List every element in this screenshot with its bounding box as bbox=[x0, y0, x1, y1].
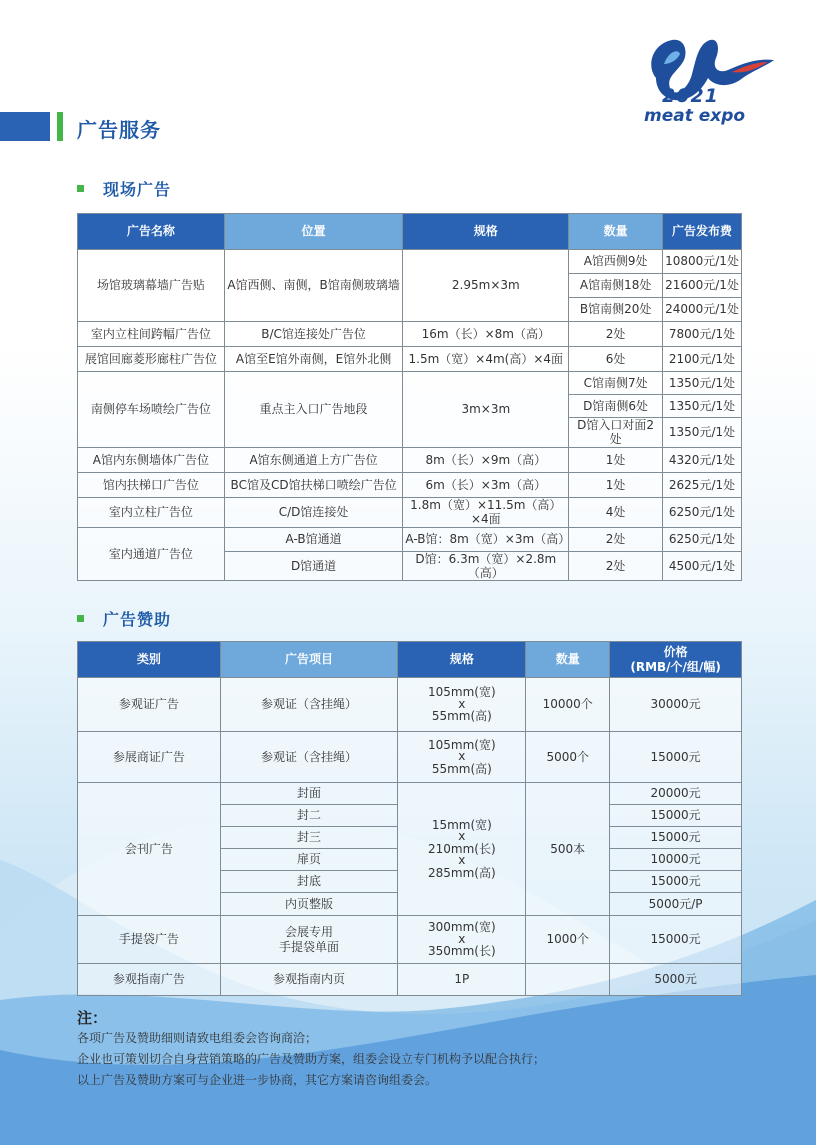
item-line: 手提袋单面 bbox=[279, 939, 340, 954]
table-cell: 1350元/1处 bbox=[663, 418, 742, 448]
spec-line: x bbox=[458, 749, 466, 764]
table-cell: A-B馆通道 bbox=[224, 527, 403, 551]
table-cell: A馆西侧9处 bbox=[569, 250, 663, 274]
table-cell: 8m（长）×9m（高） bbox=[403, 447, 569, 472]
table-cell: 15000元 bbox=[610, 805, 742, 827]
table-header-row bbox=[78, 642, 742, 678]
spec-line: x bbox=[458, 853, 466, 868]
table-cell: 1处 bbox=[569, 447, 663, 472]
table-cell: D馆通道 bbox=[224, 551, 403, 581]
table-cell: 30000元 bbox=[610, 678, 742, 732]
table-cell: 15000元 bbox=[610, 916, 742, 964]
table-row bbox=[78, 497, 742, 527]
table-cell: 7800元/1处 bbox=[663, 322, 742, 347]
logo-year: 2021 bbox=[662, 85, 719, 107]
table-cell: A馆东侧通道上方广告位 bbox=[224, 447, 403, 472]
table-row bbox=[78, 783, 742, 805]
table-cell: 参观指南内页 bbox=[220, 964, 398, 996]
table-cell: 4500元/1处 bbox=[663, 551, 742, 581]
table-cell: 5000个 bbox=[526, 732, 610, 783]
table-cell: 6m（长）×3m（高） bbox=[403, 472, 569, 497]
note-line: 各项广告及赞助细则请致电组委会咨询商洽； bbox=[77, 1031, 318, 1045]
sponsorship-table bbox=[77, 641, 742, 996]
table-cell: 室内通道广告位 bbox=[78, 527, 225, 581]
table-cell: 4处 bbox=[569, 497, 663, 527]
price-unit-header: (RMB/个/组/幅) bbox=[630, 659, 721, 674]
table-cell: 参展商证广告 bbox=[78, 732, 221, 783]
table-cell: 参观指南广告 bbox=[78, 964, 221, 996]
table-cell: 15000元 bbox=[610, 871, 742, 893]
page-title: 广告服务 bbox=[77, 118, 161, 142]
table-cell: A-B馆：8m（宽）×3m（高） bbox=[403, 527, 569, 551]
table-cell: 16m（长）×8m（高） bbox=[403, 322, 569, 347]
table-row bbox=[78, 678, 742, 732]
table-cell: 1350元/1处 bbox=[663, 395, 742, 418]
header-green-bar bbox=[57, 112, 63, 141]
table-cell: 10800元/1处 bbox=[663, 250, 742, 274]
spec-line: x bbox=[458, 696, 466, 711]
table-cell: 1P bbox=[398, 964, 526, 996]
column-header: 类别 bbox=[78, 642, 221, 678]
table-cell: 内页整版 bbox=[220, 893, 398, 916]
table-cell: 3m×3m bbox=[403, 372, 569, 448]
table-cell: 5000元 bbox=[610, 964, 742, 996]
table-cell: 6250元/1处 bbox=[663, 527, 742, 551]
table-cell bbox=[398, 678, 526, 732]
spec-line: 55mm(高) bbox=[431, 709, 492, 724]
table-cell: 1处 bbox=[569, 472, 663, 497]
column-header bbox=[610, 642, 742, 678]
column-header: 数量 bbox=[526, 642, 610, 678]
table-row bbox=[78, 527, 742, 551]
table-row bbox=[78, 372, 742, 395]
table-cell: C/D馆连接处 bbox=[224, 497, 403, 527]
table-row bbox=[78, 964, 742, 996]
table-cell: 参观证（含挂绳） bbox=[220, 732, 398, 783]
note-line: 企业也可策划切合自身营销策略的广告及赞助方案，组委会设立专门机构予以配合执行； bbox=[77, 1052, 546, 1066]
spec-line: 105mm(宽) bbox=[428, 685, 496, 700]
column-header: 广告项目 bbox=[220, 642, 398, 678]
table-row bbox=[78, 472, 742, 497]
table-cell: 展馆回廊菱形廊柱广告位 bbox=[78, 347, 225, 372]
table-cell: A馆至E馆外南侧，E馆外北侧 bbox=[224, 347, 403, 372]
table-cell: 2处 bbox=[569, 527, 663, 551]
table-cell: 重点主入口广告地段 bbox=[224, 372, 403, 448]
spec-line: 300mm(宽) bbox=[428, 920, 496, 935]
table-cell: 5000元/P bbox=[610, 893, 742, 916]
table-cell: 6处 bbox=[569, 347, 663, 372]
table-cell: 封二 bbox=[220, 805, 398, 827]
item-line: 会展专用 bbox=[285, 925, 334, 940]
section-heading-sponsorship bbox=[77, 607, 171, 630]
table-cell: BC馆及CD馆扶梯口喷绘广告位 bbox=[224, 472, 403, 497]
spec-line: 15mm(宽) bbox=[431, 817, 492, 832]
table-cell: 6250元/1处 bbox=[663, 497, 742, 527]
table-cell: D馆：6.3m（宽）×2.8m（高） bbox=[403, 551, 569, 581]
table-cell: 封面 bbox=[220, 783, 398, 805]
table-cell: 1000个 bbox=[526, 916, 610, 964]
table-cell: 2处 bbox=[569, 551, 663, 581]
table-cell: 10000个 bbox=[526, 678, 610, 732]
table-cell: 1350元/1处 bbox=[663, 372, 742, 395]
table-cell: 会刊广告 bbox=[78, 783, 221, 916]
table-cell: 馆内扶梯口广告位 bbox=[78, 472, 225, 497]
column-header: 广告名称 bbox=[78, 214, 225, 250]
table-cell: 扉页 bbox=[220, 849, 398, 871]
table-cell: 封三 bbox=[220, 827, 398, 849]
table-cell: 2处 bbox=[569, 322, 663, 347]
spec-line: x bbox=[458, 829, 466, 844]
table-cell: 21600元/1处 bbox=[663, 274, 742, 298]
section-bullet-icon bbox=[77, 615, 84, 622]
table-cell: 1.5m（宽）×4m(高）×4面 bbox=[403, 347, 569, 372]
price-header: 价格 bbox=[663, 645, 688, 660]
section-title: 现场广告 bbox=[103, 180, 172, 199]
header-blue-bar bbox=[0, 112, 50, 141]
table-cell: 室内立柱间跨幅广告位 bbox=[78, 322, 225, 347]
table-cell: 24000元/1处 bbox=[663, 298, 742, 322]
table-cell: 4320元/1处 bbox=[663, 447, 742, 472]
onsite-ads-table bbox=[77, 213, 742, 581]
note-line: 以上广告及赞助方案可与企业进一步协商，其它方案请咨询组委会。 bbox=[77, 1073, 438, 1087]
table-cell: 10000元 bbox=[610, 849, 742, 871]
table-cell: C馆南侧7处 bbox=[569, 372, 663, 395]
table-cell: A馆西侧、南侧，B馆南侧玻璃墙 bbox=[224, 250, 403, 322]
table-cell: 南侧停车场喷绘广告位 bbox=[78, 372, 225, 448]
table-cell: B馆南侧20处 bbox=[569, 298, 663, 322]
table-cell: 手提袋广告 bbox=[78, 916, 221, 964]
table-row bbox=[78, 347, 742, 372]
table-cell: 15000元 bbox=[610, 827, 742, 849]
table-row bbox=[78, 322, 742, 347]
table-cell: 场馆玻璃幕墙广告贴 bbox=[78, 250, 225, 322]
table-cell: 2625元/1处 bbox=[663, 472, 742, 497]
table-cell: 2100元/1处 bbox=[663, 347, 742, 372]
spec-line: 55mm(高) bbox=[431, 761, 492, 776]
table-cell: A馆内东侧墙体广告位 bbox=[78, 447, 225, 472]
column-header: 位置 bbox=[224, 214, 403, 250]
table-cell: 参观证（含挂绳） bbox=[220, 678, 398, 732]
table-cell: D馆南侧6处 bbox=[569, 395, 663, 418]
table-row bbox=[78, 447, 742, 472]
table-cell: 室内立柱广告位 bbox=[78, 497, 225, 527]
table-cell bbox=[398, 916, 526, 964]
spec-line: 210mm(长) bbox=[428, 841, 496, 856]
table-row bbox=[78, 250, 742, 274]
table-cell: A馆南侧18处 bbox=[569, 274, 663, 298]
table-cell bbox=[398, 783, 526, 916]
spec-line: 350mm(长) bbox=[428, 944, 496, 959]
table-cell bbox=[220, 916, 398, 964]
table-cell: D馆入口对面2处 bbox=[569, 418, 663, 448]
table-row bbox=[78, 916, 742, 964]
table-header-row bbox=[78, 214, 742, 250]
table-cell bbox=[526, 964, 610, 996]
spec-line: 105mm(宽) bbox=[428, 737, 496, 752]
table-cell: 15000元 bbox=[610, 732, 742, 783]
table-cell bbox=[398, 732, 526, 783]
column-header: 数量 bbox=[569, 214, 663, 250]
table-row bbox=[78, 732, 742, 783]
table-cell: 2.95m×3m bbox=[403, 250, 569, 322]
notes-block bbox=[77, 1008, 545, 1091]
column-header: 广告发布费 bbox=[663, 214, 742, 250]
table-cell: 参观证广告 bbox=[78, 678, 221, 732]
table-cell: 1.8m（宽）×11.5m（高）×4面 bbox=[403, 497, 569, 527]
column-header: 规格 bbox=[403, 214, 569, 250]
table-cell: B/C馆连接处广告位 bbox=[224, 322, 403, 347]
section-bullet-icon bbox=[77, 185, 84, 192]
table-cell: 20000元 bbox=[610, 783, 742, 805]
spec-line: 285mm(高) bbox=[428, 865, 496, 880]
section-heading-onsite bbox=[77, 177, 171, 200]
notes-title: 注： bbox=[77, 1009, 108, 1027]
logo-name: meat expo bbox=[644, 106, 746, 126]
table-cell: 封底 bbox=[220, 871, 398, 893]
section-title: 广告赞助 bbox=[103, 610, 172, 629]
table-cell: 500本 bbox=[526, 783, 610, 916]
column-header: 规格 bbox=[398, 642, 526, 678]
spec-line: x bbox=[458, 931, 466, 946]
